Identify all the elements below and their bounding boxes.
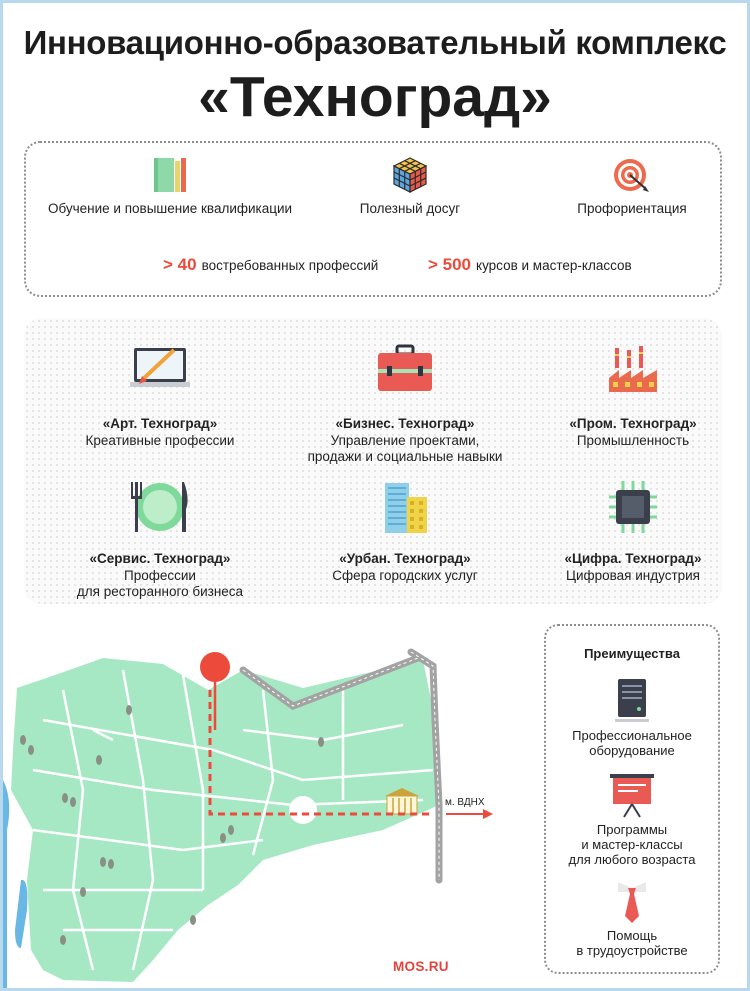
server-icon: [615, 677, 649, 723]
books-icon: [150, 155, 190, 195]
plate-cutlery-icon: [130, 479, 190, 535]
central-square: [289, 796, 317, 824]
direction-name: «Пром. Техноград»: [569, 416, 697, 431]
chip-icon: [603, 479, 663, 535]
river: [3, 780, 9, 988]
stat-text: курсов и мастер-классов: [476, 258, 632, 273]
direction-name: «Сервис. Техноград»: [89, 551, 231, 566]
park-area: [11, 658, 439, 982]
stat-number: > 40: [163, 255, 197, 274]
pond: [15, 880, 27, 948]
direction-name: «Цифра. Техноград»: [564, 551, 702, 566]
advantage-equipment: [544, 677, 720, 758]
buildings-icon: [375, 479, 435, 535]
brand-logo[interactable]: MOS.RU: [393, 959, 449, 974]
direction-name: «Урбан. Техноград»: [339, 551, 471, 566]
direction-name: «Бизнес. Техноград»: [335, 416, 475, 431]
tie-icon: [615, 880, 649, 924]
feature-label: Профориентация: [577, 201, 687, 216]
page-title-line1: Инновационно-образовательный комплекс: [23, 24, 727, 61]
direction-desc: Креативные профессии: [85, 433, 235, 448]
feature-label: Полезный досуг: [359, 201, 461, 216]
advantage-employment: [544, 880, 720, 958]
direction-desc: Цифровая индустрия: [565, 568, 700, 583]
advantage-text: Профессиональное оборудование: [572, 728, 692, 758]
factory-icon: [603, 344, 663, 400]
direction-desc: Профессии для ресторанного бизнеса: [76, 568, 244, 599]
direction-desc: Управление проектами, продажи и социальные навыки: [307, 433, 503, 464]
advantage-text: Программы и мастер-классы для любого возраста: [568, 822, 696, 867]
briefcase-icon: [375, 344, 435, 400]
location-map: [3, 630, 533, 988]
rubiks-cube-icon: [390, 155, 430, 195]
metro-label: м. ВДНХ: [445, 797, 485, 808]
direction-desc: Промышленность: [576, 433, 690, 448]
advantage-text: Помощь в трудоустройстве: [576, 928, 688, 958]
advantage-programs: [544, 772, 720, 867]
presentation-board-icon: [610, 772, 654, 818]
target-icon: [612, 155, 652, 195]
direction-name: «Арт. Техноград»: [102, 416, 218, 431]
page-title-line2: «Техноград»: [198, 65, 552, 129]
laptop-brush-icon: [130, 344, 190, 400]
direction-desc: Сфера городских услуг: [332, 568, 478, 583]
stat-number: > 500: [428, 255, 472, 274]
stat-text: востребованных профессий: [201, 258, 379, 273]
stat-courses: [428, 255, 632, 275]
advantages-title: Преимущества: [584, 646, 680, 661]
stat-professions: [163, 255, 378, 275]
feature-label: Обучение и повышение квалификации: [47, 201, 293, 216]
